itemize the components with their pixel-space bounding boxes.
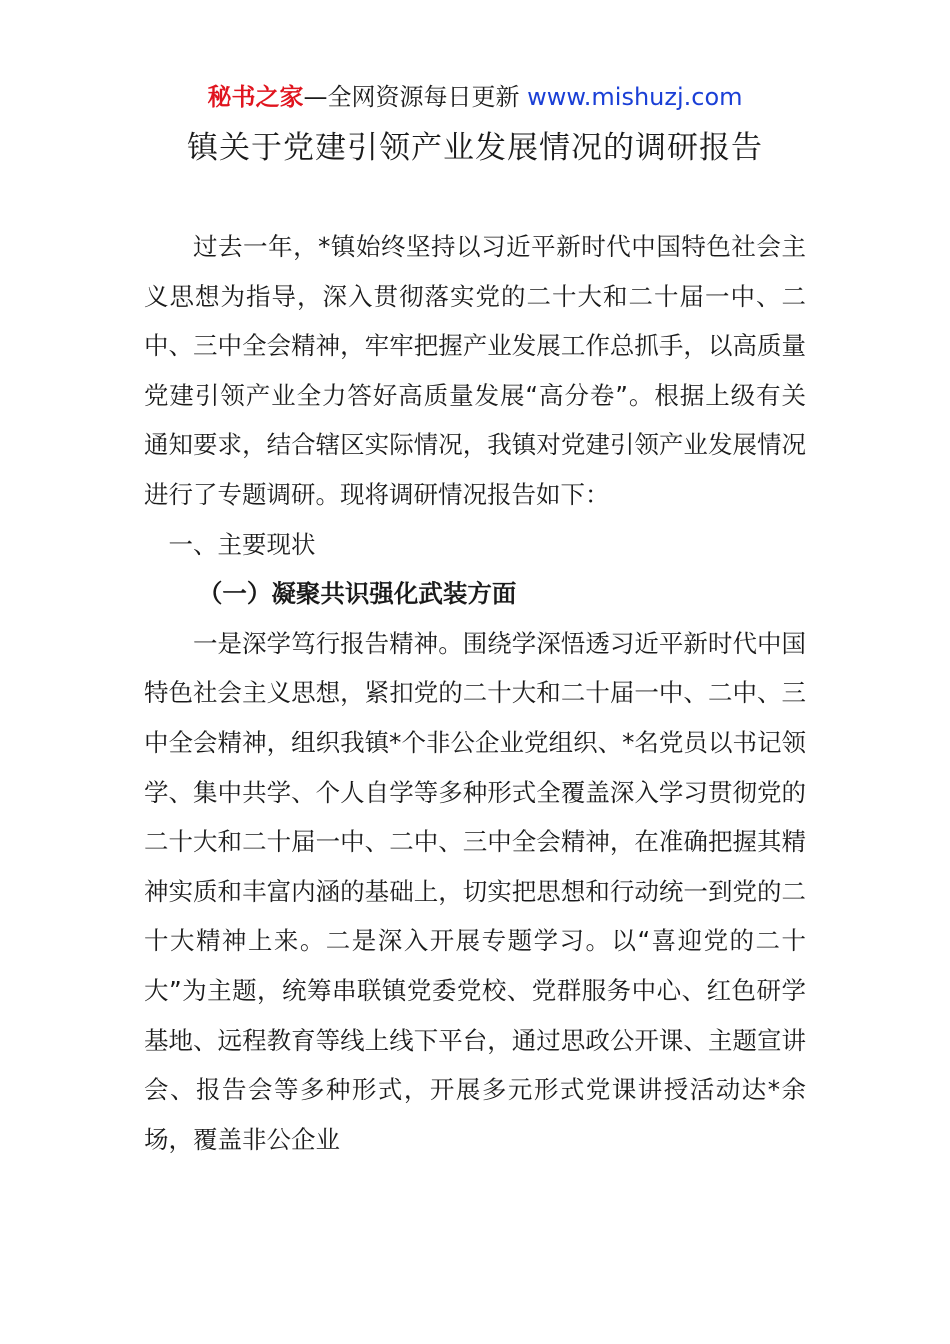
subsection-heading: （一）凝聚共识强化武装方面: [197, 579, 517, 609]
section-heading: 一、主要现状: [168, 529, 316, 559]
intro-paragraph: 过去一年，*镇始终坚持以习近平新时代中国特色社会主义思想为指导，深入贯彻落实党的二十大和二十届一中、二中、三中全会精神，牢牢把握产业发展工作总抓手，以高质量党建引领产业全力答好高质量发展“高分卷”。根据上级有关通知要求，结合辖区实际情况，我镇对党建引领产业发展情况进行了专题调研。现将调研情况报告如下：: [144, 232, 806, 509]
site-url-link[interactable]: www.mishuzj.com: [527, 83, 743, 111]
brand-name: 秘书之家: [207, 83, 304, 111]
document-body: [144, 222, 806, 1164]
document-title: 镇关于党建引领产业发展情况的调研报告: [187, 130, 763, 166]
site-header: [0, 80, 950, 114]
header-tagline: —全网资源每日更新: [303, 83, 520, 111]
body-paragraph: 一是深学笃行报告精神。围绕学深悟透习近平新时代中国特色社会主义思想，紧扣党的二十大和二十届一中、二中、三中全会精神，组织我镇*个非公企业党组织、*名党员以书记领学、集中共学、个人自学等多种形式全覆盖深入学习贯彻党的二十大和二十届一中、二中、三中全会精神，在准确把握其精神实质和丰富内涵的基础上，切实把思想和行动统一到党的二十大精神上来。二是深入开展专题学习。以“喜迎党的二十大”为主题，统筹串联镇党委党校、党群服务中心、红色研学基地、远程教育等线上线下平台，通过思政公开课、主题宣讲会、报告会等多种形式，开展多元形式党课讲授活动达*余场，覆盖非公企业: [144, 628, 806, 1154]
